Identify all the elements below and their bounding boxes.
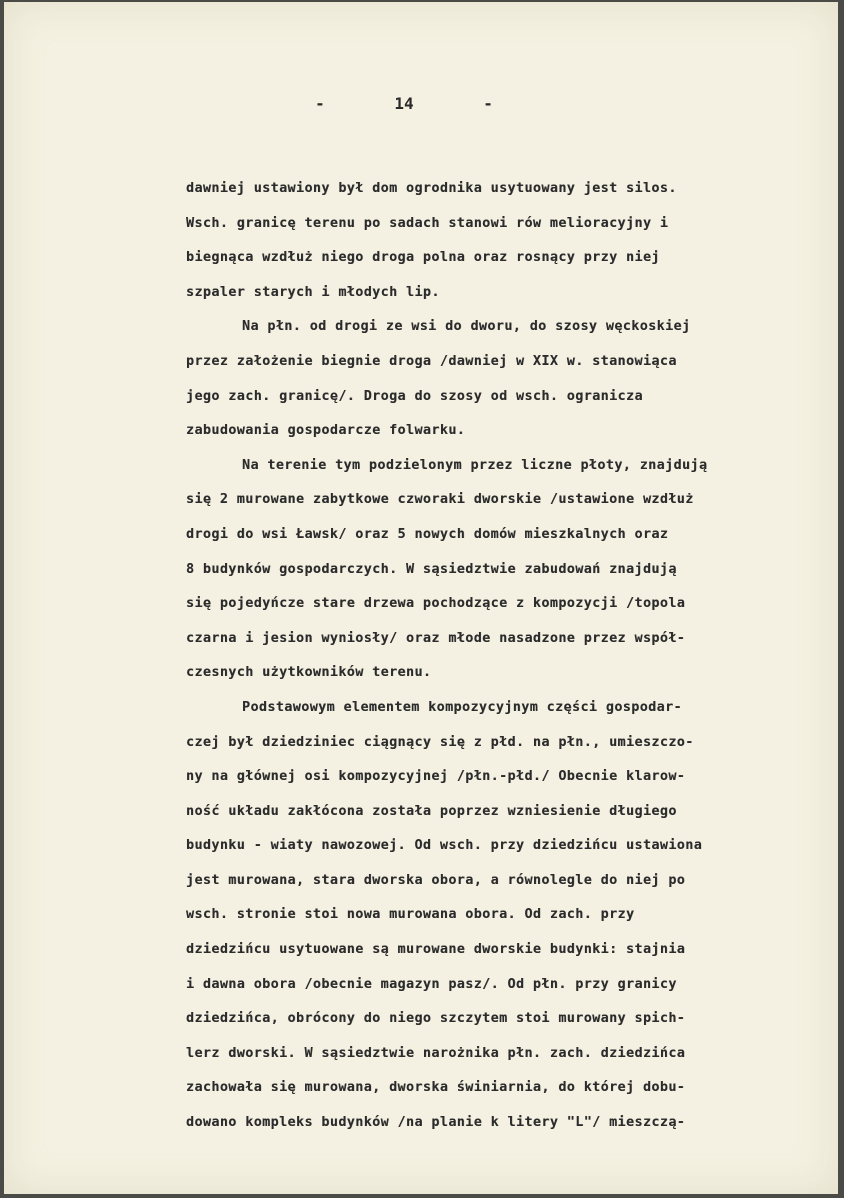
page-number-dash-right: - bbox=[483, 94, 493, 113]
text-line: dziedzińcu usytuowane są murowane dworskie budynki: stajnia bbox=[186, 942, 686, 958]
text-line: i dawna obora /obecnie magazyn pasz/. Od płn. przy granicy bbox=[186, 976, 677, 992]
text-line: drogi do wsi Ławsk/ oraz 5 nowych domów mieszkalnych oraz bbox=[186, 526, 669, 542]
text-line: ność układu zakłócona została poprzez wzniesienie długiego bbox=[186, 803, 677, 819]
page-number-header bbox=[4, 94, 804, 113]
page-number-dash-left: - bbox=[315, 94, 325, 113]
text-line: dowano kompleks budynków /na planie k litery "L"/ mieszczą- bbox=[186, 1115, 686, 1131]
text-line: Na terenie tym podzielonym przez liczne płoty, znajdują bbox=[242, 457, 708, 473]
text-line: Podstawowym elementem kompozycyjnym części gospodar- bbox=[242, 699, 683, 715]
text-line: Na płn. od drogi ze wsi do dworu, do szosy węckoskiej bbox=[242, 319, 691, 335]
document-body bbox=[186, 172, 826, 1141]
text-line: jego zach. granicę/. Droga do szosy od wsch. ogranicza bbox=[186, 388, 643, 404]
text-line: przez założenie biegnie droga /dawniej w XIX w. stanowiąca bbox=[186, 353, 677, 369]
text-line: biegnąca wzdłuż niego droga polna oraz rosnący przy niej bbox=[186, 250, 660, 266]
text-line: Wsch. granicę terenu po sadach stanowi rów melioracyjny i bbox=[186, 215, 669, 231]
text-line: się 2 murowane zabytkowe czworaki dworskie /ustawione wzdłuż bbox=[186, 492, 694, 508]
text-line: szpaler starych i młodych lip. bbox=[186, 284, 440, 300]
text-line: wsch. stronie stoi nowa murowana obora. Od zach. przy bbox=[186, 907, 635, 923]
text-line: lerz dworski. W sąsiedztwie narożnika płn. zach. dziedzińca bbox=[186, 1045, 686, 1061]
text-line: zabudowania gospodarcze folwarku. bbox=[186, 423, 466, 439]
text-line: 8 budynków gospodarczych. W sąsiedztwie zabudowań znajdują bbox=[186, 561, 677, 577]
text-line: się pojedyńcze stare drzewa pochodzące z kompozycji /topola bbox=[186, 596, 686, 612]
text-line: czesnych użytkowników terenu. bbox=[186, 665, 432, 681]
text-line: dziedzińca, obrócony do niego szczytem stoi murowany spich- bbox=[186, 1011, 686, 1027]
text-line: czarna i jesion wyniosły/ oraz młode nasadzone przez współ- bbox=[186, 630, 686, 646]
text-line: ny na głównej osi kompozycyjnej /płn.-płd./ Obecnie klarow- bbox=[186, 769, 686, 785]
text-line: czej był dziedziniec ciągnący się z płd. na płn., umieszczo- bbox=[186, 734, 694, 750]
text-line: budynku - wiaty nawozowej. Od wsch. przy dziedzińcu ustawiona bbox=[186, 838, 703, 854]
text-line: zachowała się murowana, dworska świniarnia, do której dobu- bbox=[186, 1080, 686, 1096]
text-line: dawniej ustawiony był dom ogrodnika usytuowany jest silos. bbox=[186, 181, 677, 196]
page-number: 14 bbox=[394, 94, 414, 113]
text-line: jest murowana, stara dworska obora, a równolegle do niej po bbox=[186, 872, 686, 888]
document-page bbox=[4, 2, 838, 1194]
